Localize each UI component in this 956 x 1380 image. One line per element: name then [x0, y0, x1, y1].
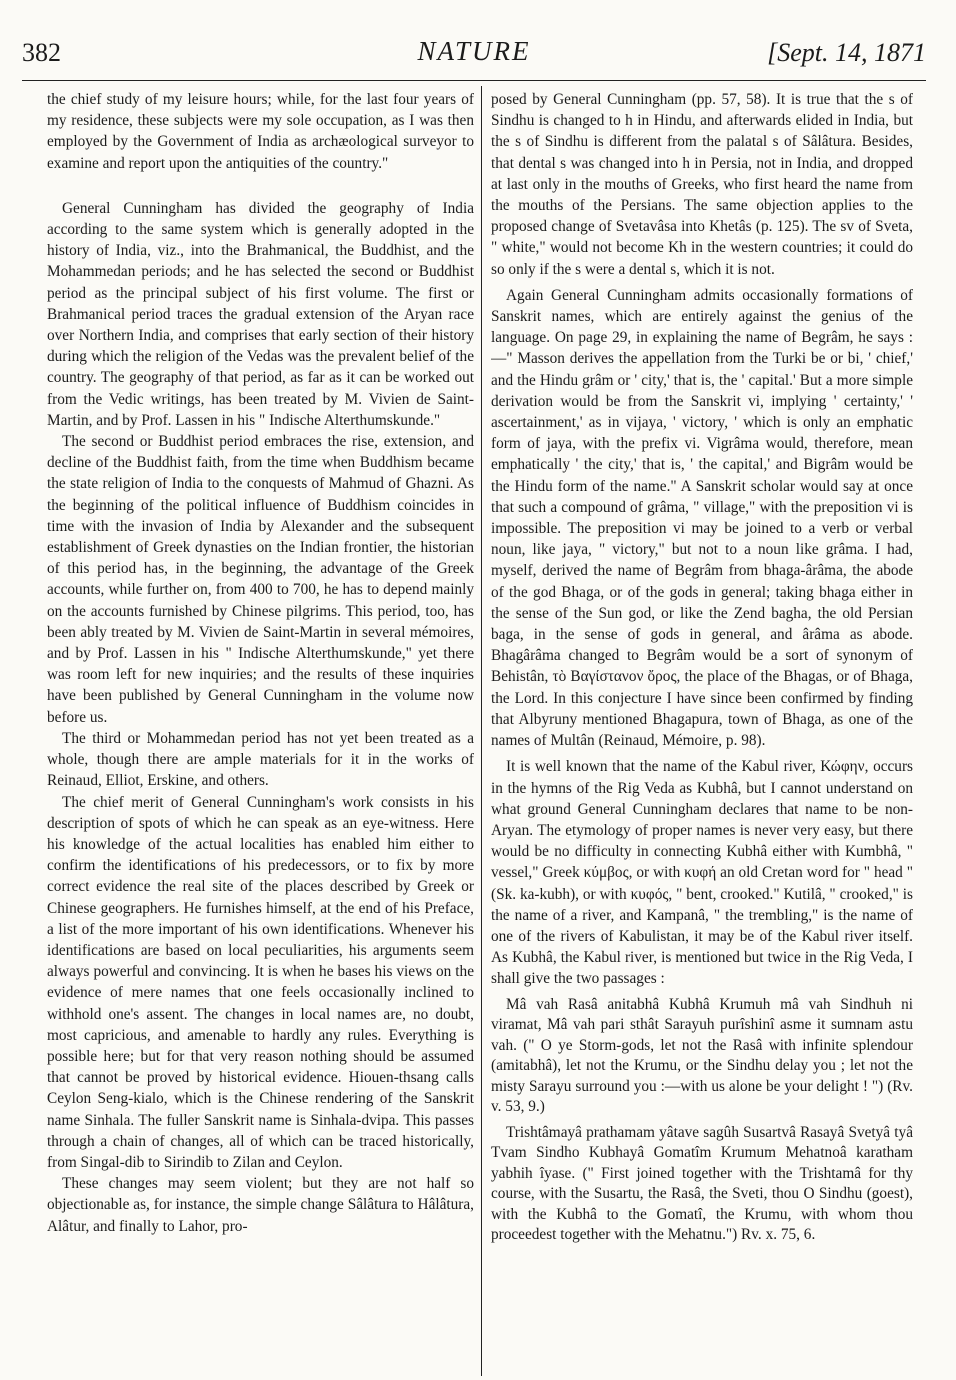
paragraph: The third or Mohammedan period has not yet been treated as a whole, though there are ample materials for it in the works of Reinaud, Elliot, Erskine, and others. — [47, 729, 474, 790]
paragraph: the chief study of my leisure hours; while, for the last four years of my residence, these subjects were my sole occupation, as I was then employed by the Government of India as archæological surveyor to examine and report upon the antiquities of the country." — [47, 91, 474, 172]
issue-date: [Sept. 14, 1871 — [767, 38, 926, 67]
quotation: Trishtâmayâ prathamam yâtave sagûh Susartvâ Rasayâ Svetyâ tyâ Tvam Sindho Kubhayâ Gomatîm Krumum Mehatnoâ karatham yabhih îyase. (" First joined together with the Trishtamâ for thy course, with the Susartu, the Rasâ, the Sveti, thou O Sindhu (goest), with the Kubhâ to the Gomatî, the Krumu, with whom thou proceedest together with the Mehatnu.") Rv. x. 75, 6. — [491, 1123, 913, 1244]
column-divider — [481, 86, 482, 1376]
page-number: 382 — [22, 38, 61, 67]
journal-title: NATURE — [417, 36, 531, 66]
paragraph: These changes may seem violent; but they are not half so objectionable as, for instance, the simple change Sâlâtura to Hâlâtura, Alâtur, and finally to Lahor, pro- — [47, 1175, 474, 1235]
paragraph: The chief merit of General Cunningham's work consists in his description of spots of which he can speak as an eye-witness. Here his knowledge of the actual localities has enabled him either to confirm the identifications of his predecessors, or to fix by more correct evidence the real site of the places described by Greek or Chinese geographers. He furnishes himself, at the end of his Preface, a list of the more important of his own identifications. Whenever his identifications are based on local peculiarities, his arguments seem always powerful and convincing. It is when he bases his views on the evidence of mere names that one feels occasionally inclined to withhold one's assent. The changes in local names are, no doubt, most capricious, and amenable to hardly any rules. Everything is possible here; but for that very reason nothing should be assumed that cannot be proved by historical evidence. Hiouen-thsang calls Ceylon Seng-kialo, which is the Chinese rendering of the Sanskrit name Sinhala. The fuller Sanskrit name is Sinhala-dvipa. This passes through a chain of changes, all of which can be traced historically, from Singal-dib to Sirindib to Zilan and Ceylon. — [47, 793, 474, 1171]
right-column — [491, 89, 913, 1377]
quotation: Mâ vah Rasâ anitabhâ Kubhâ Krumuh mâ vah Sindhuh ni viramat, Mâ vah pari sthât Sarayuh purîshinî asme it sumnam astu vah. (" O ye Storm-gods, let not the Rasâ with infinite splendour (amitabhâ), let not the Krumu, or the Sindhu delay you ; let not the misty Sarayu surround you :—with us alone be your delight ! ") (Rv. v. 53, 9.) — [491, 995, 913, 1116]
left-column — [47, 89, 474, 1377]
paragraph: posed by General Cunningham (pp. 57, 58). It is true that the s of Sindhu is changed to h in Hindu, and afterwards elided in India, but the s of Sindhu is different from the palatal s of Sâlâtura. Besides, that dental s was changed into h in Persia, not in India, and dropped at last only in the mouths of Greeks, who first heard the name from the mouths of the Persians. The same objection applies to the proposed change of Svetavâsa into Khetâs (p. 125). The sv of Sveta, " white," would not become Kh in the western countries; it could do so only if the s were a dental s, which it is not. — [491, 91, 913, 278]
page-header — [22, 30, 926, 81]
paragraph: The second or Buddhist period embraces the rise, extension, and decline of the Buddhist faith, from the time when Buddhism became the state religion of India to the conquests of Mahmud of Ghazni. As the beginning of the political influence of Buddhism coincides in time with the invasion of India by Alexander and the subsequent establishment of Greek dynasties on the Indian frontier, the historian of this period has, in the beginning, the advantage of the Greek accounts, while further on, from 400 to 700, he has to depend mainly on the accounts furnished by Chinese pilgrims. This period, too, has been ably treated by M. Vivien de Saint-Martin in several mémoires, and by Prof. Lassen in his " Indische Alterthumskunde," yet there was room left for new inquiries; and the results of these inquiries have been published by General Cunningham in the volume now before us. — [47, 433, 474, 726]
paragraph: It is well known that the name of the Kabul river, Κώφην, occurs in the hymns of the Rig Veda as Kubhâ, but I cannot understand on what ground General Cunningham declares that name to be non-Aryan. The etymology of proper names is never very easy, but there would be no difficulty in connecting Kubhâ either with Kumbhâ, " vessel," Greek κύμβος, or with κυφή an old Cretan word for " head " (Sk. ka-kubh), or with κυφός, " bent, crooked." Kutilâ, " crooked," is the name of a river, and Kampanâ, " the trembling," is the name of one of the rivers of Kabulistan, it may be of the Kabul river itself. As Kubhâ, the Kabul river, is mentioned but twice in the Rig Veda, I shall give the two passages : — [491, 758, 913, 988]
paragraph: General Cunningham has divided the geography of India according to the same system which is generally adopted in the history of India, viz., into the Brahmanical, the Buddhist, and the Mohammedan periods; and he has selected the second or Buddhist period as the principal subject of his first volume. The first or Brahmanical period traces the gradual extension of the Aryan race over Northern India, and comprises that early section of their history during which the religion of the Vedas was the prevalent belief of the country. The geography of that period, as far as it can be worked out from the Vedic writings, has been treated by M. Vivien de Saint-Martin, and by Prof. Lassen in his " Indische Alterthumskunde." — [47, 199, 474, 429]
paragraph: Again General Cunningham admits occasionally formations of Sanskrit names, which are entirely against the genius of the language. On page 29, in explaining the name of Begrâm, he says :—" Masson derives the appellation from the Turki be or bi, ' chief,' and the Hindu grâm or ' city,' that is, the ' capital.' But a more simple derivation would be from the Sanskrit vi, implying ' certainty,' ' ascertainment,' as in vijaya, ' victory, ' which is only an emphatic form of jaya, with the prefix vi. Vigrâma would, therefore, mean emphatically ' the city,' that is, ' the capital,' and Bigrâm would be the Hindu form of the name." A Sanskrit scholar would say at once that such a compound of grâma, " village," with the preposition vi is impossible. The preposition vi may be joined to a verb or verbal noun, like jaya, " victory," but not to a noun like grâma. I had, myself, derived the name of Begrâm from bhaga-ârâma, the abode of the god Bhaga, or of the gods in general; taking bhaga either in the sense of the Sun god, or like the Zend bagha, the old Persian baga, in the sense of gods in general, and ârâma as abode. Bhagârâma changed to Begrâm would be a sort of synonym of Behistân, τὸ Βαγίστανον ὄρος, the place of the Bhagas, or of Bhaga, the Lord. In this conjecture I have since been confirmed by finding that Albyruny mentioned Bhagapura, town of Bhaga, as one of the names of Multân (Reinaud, Mémoire, p. 98). — [491, 286, 913, 750]
